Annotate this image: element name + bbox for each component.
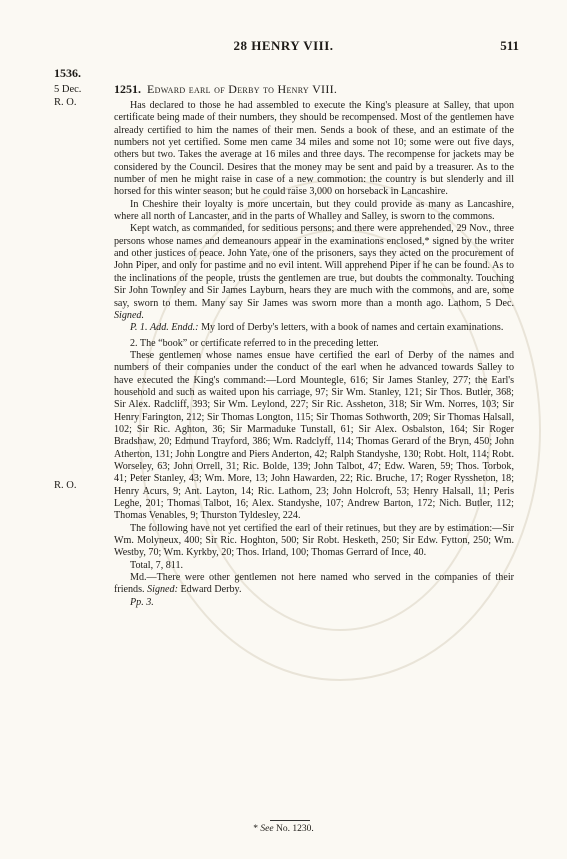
estimate-paragraph: The following have not yet certified the earl of their retinues, but they are by estimation:—Sir Wm. Molyneux, 400; Sir Ric. Hoghton, 500; Sir Robt. Hesketh, 250; Sir Edw. Fytton, 250; Wm. Westby, 70; Wm. Kyrkby, 20; Thos. Irland, 100; Thomas Gerrard of Ince, 40. bbox=[114, 522, 514, 559]
endorsement-text: My lord of Derby's letters, with a book of names and certain examinations. bbox=[201, 322, 504, 334]
footnote bbox=[0, 824, 567, 834]
footnote-mark: * bbox=[253, 824, 259, 834]
letter-paragraph-3 bbox=[114, 223, 514, 322]
margin-ref-2 bbox=[54, 480, 110, 492]
page-header bbox=[0, 38, 567, 58]
pages-count: Pp. 3. bbox=[130, 596, 154, 608]
signed-label: Signed: bbox=[147, 584, 178, 596]
letter-paragraph-1: Has declared to those he had assembled to execute the King's pleasure at Salley, that upon certificate being made of their numbers, they should be recompensed. Most of the gentlemen have already certified to him the names of their men. Sends a book of these, and an estimate of the numbers not yet certified. Some men came 34 miles and some not 10; some were out five days, others but two. Takes the average at 16 miles and three days. The recompense for jackets may be considered by the Council. Desires that the money may be sent and paid by a treasurer. As to the number of men he might raise in case of a new commotion: the country is but slenderly and ill horsed for this winter season; but he could raise 3,000 on horseback in Lancashire. bbox=[114, 100, 514, 198]
entry-title: Edward earl of Derby to Henry VIII. bbox=[147, 82, 338, 96]
margin-date bbox=[54, 84, 110, 96]
footnote-ref: No. 1230. bbox=[275, 824, 314, 834]
endorsed-note: Endd.: bbox=[171, 322, 199, 334]
entry-heading bbox=[114, 82, 514, 96]
entry-number: 1251. bbox=[114, 82, 141, 96]
footnote-rule bbox=[270, 820, 310, 821]
signatory-name: Edward Derby. bbox=[180, 584, 242, 596]
page-count: P. 1. bbox=[130, 322, 148, 334]
footnote-see: See bbox=[260, 824, 274, 834]
document-description bbox=[114, 322, 514, 334]
margin-ref-1 bbox=[54, 97, 110, 109]
letter-paragraph-3-text: Kept watch, as commanded, for seditious persons; and there were apprehended, 29 Nov., three persons whose names and demeanours appear in the examinations enclosed,* signed by the writer and other justices of peace. John Yate, one of the prisoners, says they acted on the procurement of John Piper, and only for pastime and no evil intent. Will apprehend Piper if he can be found. As to the inclinations of the people, trusts the gentlemen are true, but doubts the commonalty. Touching Sir John Townley and Sir James Layburn, hears they are much with the commons, and are, some say, sworn to them. Many say Sir James was sworn more than a month ago. Lathom, 5 Dec. bbox=[114, 223, 514, 309]
year-label: 1536. bbox=[54, 66, 81, 80]
calendar-entry bbox=[114, 82, 514, 609]
signed-note: Signed. bbox=[114, 309, 144, 321]
page-number: 511 bbox=[500, 38, 519, 53]
date-label: 5 Dec. bbox=[54, 84, 82, 95]
enclosure-heading: 2. The “book” or certificate referred to in the preceding letter. bbox=[130, 337, 379, 349]
margin-year bbox=[54, 67, 110, 81]
running-head: 28 HENRY VIII. bbox=[233, 38, 334, 53]
letter-paragraph-2: In Cheshire their loyalty is more uncertain, but they could provide as many as Lancashire, where all north of Lancaster, and in the parts of Whalley and Salley, is sworn to the commons. bbox=[114, 198, 514, 223]
record-office-ref: R. O. bbox=[54, 480, 77, 491]
address-note: Add. bbox=[150, 322, 169, 334]
memorandum-paragraph bbox=[114, 572, 514, 597]
pages-line bbox=[114, 597, 514, 609]
total-line: Total, 7, 811. bbox=[130, 559, 184, 571]
memorandum-text: Md.—There were other gentlemen not here named who served in the companies of their friends. bbox=[114, 572, 514, 596]
record-office-ref: R. O. bbox=[54, 97, 77, 108]
certificate-paragraph: These gentlemen whose names ensue have certified the earl of Derby of the names and numbers of their companies under the conduct of the earl when he advanced towards Salley to have executed the King's command:—Lord Mountegle, 616; Sir James Stanley, 277; the Earl's household and such as waited upon his carriage, 97; Sir Wm. Stanley, 121; Sir Thos. Butler, 368; Sir Alex. Radcliff, 393; Sir Wm. Leylond, 227; Sir Ric. Assheton, 318; Sir Wm. Norres, 103; Sir Henry Farington, 212; Sir Thomas Longton, 115; Sir Thomas Sothworth, 209; Sir Thomas Halsall, 102; Sir Ric. Aghton, 36; Sir Marmaduke Tunstall, 61; Sir Alex. Osbalston, 164; Sir Roger Bradshaw, 20; Edmund Trayford, 386; Wm. Radclyff, 114; Thomas Gerard of the Bryn, 450; John Atherton, 131; John Longtre and Piers Anderton, 42; Ralph Standyshe, 130; Robt. Holt, 114; Robt. Worseley, 63; John Orrell, 31; Ric. Bolde, 139; John Talbot, 47; Edw. Waren, 59; Thos. Torbok, 41; Peter Stanley, 43; Wm. More, 13; John Hawarden, 22; Ric. Bruche, 17; Roger Ryssheton, 18; Henry Acurs, 9; Ant. Layton, 14; Ric. Lathom, 23; John Holcroft, 53; Henry Halsall, 11; Peris Leghe, 201; Thomas Talbot, 16; Alex. Standyshe, 107; Andrew Barton, 172; Nich. Butler, 112; Thomas Venables, 9; Thurston Tyldesley, 224. bbox=[114, 349, 514, 522]
